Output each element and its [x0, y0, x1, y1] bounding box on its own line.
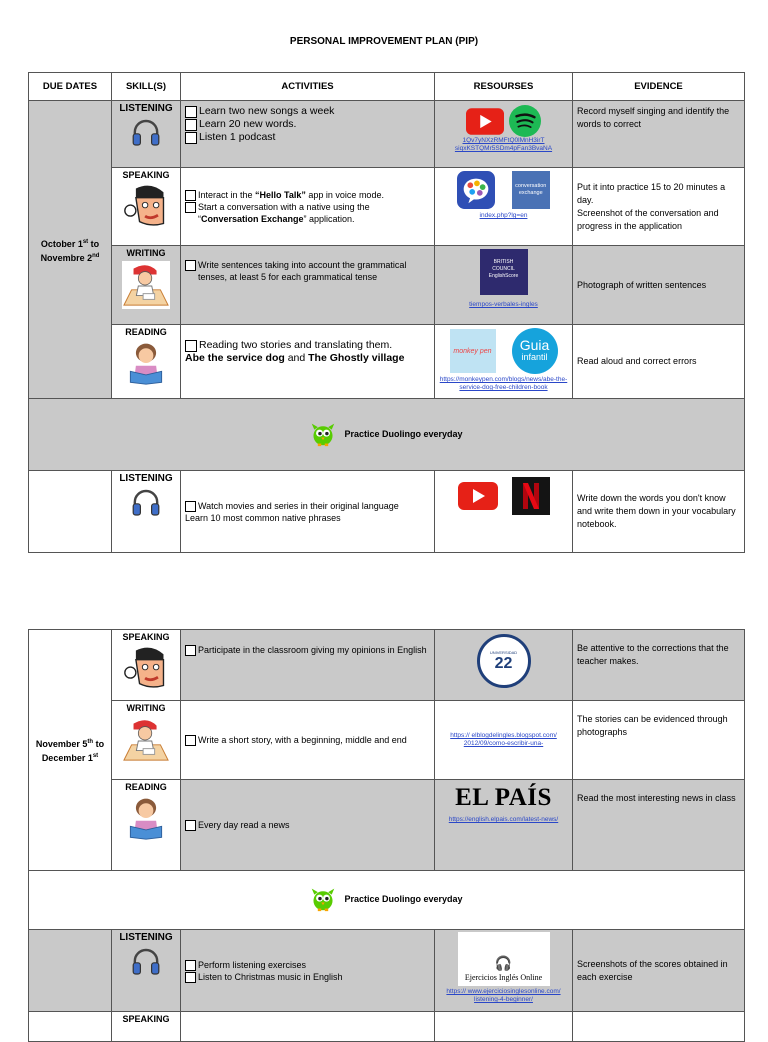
youtube-icon[interactable] — [466, 108, 504, 135]
writing-link[interactable]: tiempos-verbales-ingles — [469, 301, 538, 308]
checkbox[interactable] — [185, 645, 196, 656]
header-row — [29, 73, 745, 101]
duolingo-label: Practice Duolingo everyday — [344, 428, 463, 439]
due-date-cell-empty — [29, 930, 112, 1012]
resources-reading — [435, 325, 573, 399]
activities-listening-2 — [181, 471, 435, 553]
header-resources: RESOURSES — [435, 73, 573, 101]
guia-infantil-logo[interactable]: Guia infantil — [512, 328, 558, 374]
list-item: Every day read a news — [185, 819, 430, 831]
plan-table-1 — [28, 72, 745, 553]
headphones-icon — [130, 487, 162, 519]
skill-speaking-2: SPEAKING — [112, 630, 181, 701]
header-evidence: EVIDENCE — [573, 73, 745, 101]
checkbox[interactable] — [185, 501, 196, 512]
checkbox[interactable] — [185, 260, 196, 271]
plan-table-2 — [28, 629, 745, 1042]
list-item: Learn 10 most common native phrases — [185, 512, 341, 523]
table-row — [29, 871, 745, 930]
writing-girl-icon — [122, 261, 170, 309]
header-skills: SKILL(S) — [112, 73, 181, 101]
duolingo-owl-icon — [310, 886, 336, 912]
writing-girl-icon — [122, 716, 170, 764]
list-item: Start a conversation with a native using the “Conversation Exchange” application. — [185, 201, 430, 225]
el-pais-logo[interactable]: EL PAÍS — [455, 784, 552, 811]
reading-girl-icon — [123, 795, 169, 841]
table-row — [29, 701, 745, 780]
headphones-icon: 🎧 — [494, 957, 513, 972]
header-activities: ACTIVITIES — [181, 73, 435, 101]
youtube-icon[interactable] — [458, 482, 498, 510]
table-row — [29, 1012, 745, 1042]
table-row — [29, 246, 745, 325]
evidence-listening-2: Write down the words you don't know and write them down in your vocabulary notebook. — [573, 471, 745, 553]
evidence-writing: Photograph of written sentences — [573, 246, 745, 325]
skill-reading-2: READING — [112, 780, 181, 871]
reading-girl-icon — [123, 340, 169, 386]
list-item: Write sentences taking into account the grammatical tenses, at least 5 for each grammatical tense — [185, 259, 430, 283]
list-item: Perform listening exercises — [185, 959, 430, 971]
skill-writing: WRITING — [112, 246, 181, 325]
spotify-icon[interactable] — [509, 105, 541, 137]
headphones-icon — [130, 117, 162, 149]
table-row — [29, 780, 745, 871]
hellotalk-icon[interactable] — [457, 171, 495, 209]
ejercicios-link[interactable]: https:// www.ejerciciosinglesonline.com/ listening-4-beginner/ — [446, 988, 561, 1003]
conversation-exchange-logo[interactable]: conversation exchange — [512, 171, 550, 209]
evidence-listening: Record myself singing and identify the words to correct — [573, 101, 745, 168]
headphones-icon — [130, 946, 162, 978]
british-council-logo[interactable]: BRITISH COUNCIL EnglishScore — [480, 249, 528, 295]
list-item: Interact in the “Hello Talk” app in voice mode. — [185, 189, 430, 201]
table-row — [29, 168, 745, 246]
activities-speaking — [181, 168, 435, 246]
checkbox[interactable] — [185, 735, 196, 746]
list-item: Listen to Christmas music in English — [185, 971, 430, 983]
table-row — [29, 325, 745, 399]
resources-reading-2 — [435, 780, 573, 871]
conversation-link[interactable]: index.php?lg=en — [479, 212, 528, 219]
evidence-listening-3: Screenshots of the scores obtained in each exercise — [573, 930, 745, 1012]
el-pais-link[interactable]: https://english.elpais.com/latest-news/ — [448, 816, 559, 823]
evidence-reading-2: Read the most interesting news in class — [573, 780, 745, 871]
ejercicios-ingles-logo[interactable]: 🎧 Ejercicios Inglés Online — [458, 932, 550, 986]
duolingo-row-2 — [29, 871, 745, 930]
checkbox[interactable] — [185, 960, 196, 971]
speaking-boy-icon — [123, 183, 169, 229]
due-date-cell-2: November 5th to December 1st — [29, 630, 112, 871]
skill-speaking-3: SPEAKING — [112, 1012, 181, 1042]
duolingo-label: Practice Duolingo everyday — [344, 894, 463, 904]
netflix-icon[interactable] — [512, 477, 550, 515]
checkbox[interactable] — [185, 820, 196, 831]
list-item: Reading two stories and translating them. — [185, 339, 430, 352]
checkbox[interactable] — [185, 202, 196, 213]
activities-reading: Reading two stories and translating them. Abe the service dog and The Ghostly village — [181, 325, 435, 399]
list-item: Watch movies and series in their original language — [185, 500, 430, 512]
resources-speaking — [435, 168, 573, 246]
list-item: Write a short story, with a beginning, middle and end — [185, 734, 430, 746]
checkbox[interactable] — [185, 340, 197, 352]
activities-writing-2 — [181, 701, 435, 780]
skill-listening-3: LISTENING — [112, 930, 181, 1012]
monkeypen-link[interactable]: https://monkeypen.com/blogs/news/abe-the-service-dog-free-children-book — [439, 376, 568, 391]
due-date-cell: October 1st to Novembre 2nd — [29, 101, 112, 399]
evidence-reading: Read aloud and correct errors — [573, 325, 745, 399]
list-item: Learn two new songs a week — [185, 105, 430, 118]
checkbox[interactable] — [185, 119, 197, 131]
evidence-speaking-2: Be attentive to the corrections that the teacher makes. — [573, 630, 745, 701]
table-row — [29, 630, 745, 701]
header-due-dates: DUE DATES — [29, 73, 112, 101]
resources-listening — [435, 101, 573, 168]
due-date-cell-empty — [29, 471, 112, 553]
checkbox[interactable] — [185, 972, 196, 983]
list-item: Learn 20 new words. — [185, 118, 430, 131]
skill-listening: LISTENING — [112, 101, 181, 168]
activities-writing — [181, 246, 435, 325]
resources-writing-2 — [435, 701, 573, 780]
table-row — [29, 471, 745, 553]
due-date-cell-empty — [29, 1012, 112, 1042]
activities-listening — [181, 101, 435, 168]
page-title: PERSONAL IMPROVEMENT PLAN (PIP) — [289, 36, 479, 47]
activities-speaking-2 — [181, 630, 435, 701]
table-row — [29, 930, 745, 1012]
checkbox[interactable] — [185, 106, 197, 118]
duolingo-row — [29, 399, 745, 471]
skill-reading: READING — [112, 325, 181, 399]
list-item: Participate in the classroom giving my opinions in English — [185, 644, 430, 656]
blog-link[interactable]: https:// elblogdelingles.blogspot.com/ 2012/09/como-escribir-una- — [450, 732, 557, 747]
skill-writing-2: WRITING — [112, 701, 181, 780]
list-item: Listen 1 podcast — [185, 131, 430, 144]
evidence-writing-2: The stories can be evidenced through photographs — [573, 701, 745, 780]
duolingo-owl-icon — [310, 421, 336, 447]
resources-listening-3 — [435, 930, 573, 1012]
skill-listening-2: LISTENING — [112, 471, 181, 553]
activities-reading-2 — [181, 780, 435, 871]
table-row — [29, 399, 745, 471]
checkbox[interactable] — [185, 132, 197, 144]
university-22-logo[interactable]: UNIVERSIDAD 22 — [477, 634, 531, 688]
activities-listening-3 — [181, 930, 435, 1012]
resources-listening-2 — [435, 471, 573, 553]
resources-speaking-2 — [435, 630, 573, 701]
evidence-speaking: Put it into practice 15 to 20 minutes a day. Screenshot of the conversation and progress in the application — [573, 168, 745, 246]
spotify-link[interactable]: 1Qv7yNXzRMFtQ0lMnH3irT siqxKSTQMr5SDm4pFan3BvaNA — [454, 137, 553, 152]
speaking-boy-icon — [123, 645, 169, 691]
monkey-pen-logo[interactable]: monkey pen — [450, 329, 496, 373]
checkbox[interactable] — [185, 190, 196, 201]
skill-speaking: SPEAKING — [112, 168, 181, 246]
resources-writing — [435, 246, 573, 325]
table-row — [29, 101, 745, 168]
